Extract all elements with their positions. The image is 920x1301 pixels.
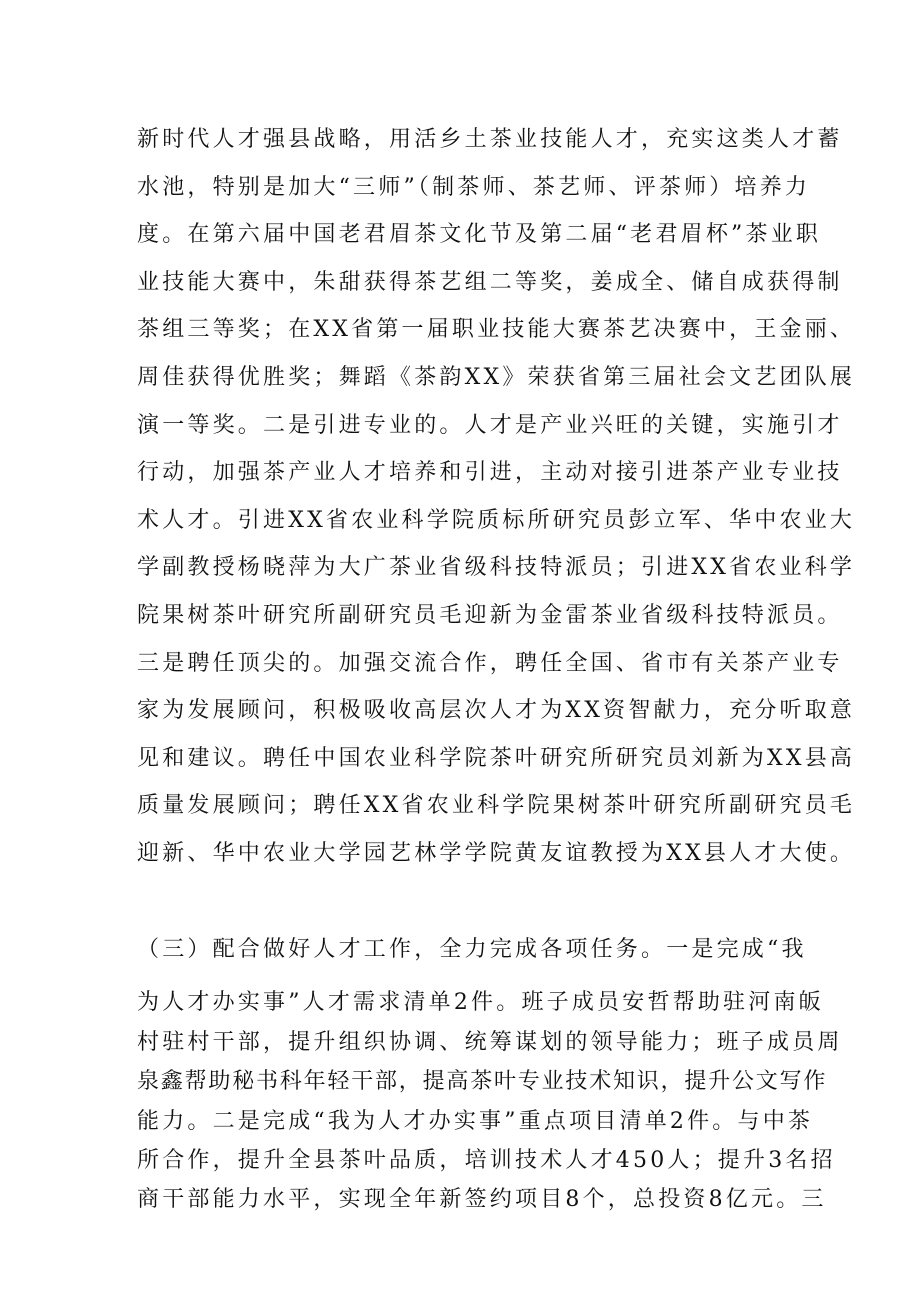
text-line: 术人才。引进XX省农业科学院质标所研究员彭立军、华中农业大 <box>137 508 856 533</box>
text-line: 商干部能力水平，实现全年新签约项目8个，总投资8亿元。三 <box>137 1187 827 1212</box>
text-line: 泉鑫帮助秘书科年轻干部，提高茶叶专业技术知识，提升公文写作 <box>137 1069 828 1094</box>
text-line: 家为发展顾问，积极吸收高层次人才为XX资智献力，充分听取意 <box>137 698 856 723</box>
text-line: 见和建议。聘任中国农业科学院茶叶研究所研究员刘新为XX县高 <box>137 746 856 771</box>
text-line: 三是聘任顶尖的。加强交流合作，聘任全国、省市有关茶产业专 <box>137 651 843 676</box>
section-heading: （三）配合做好人才工作，全力完成各项任务。一是完成“我 <box>137 937 807 962</box>
text-line: 学副教授杨晓萍为大广茶业省级科技特派员；引进XX省农业科学 <box>137 555 856 580</box>
text-line: 度。在第六届中国老君眉茶文化节及第二届“老君眉杯”茶业职 <box>137 222 822 247</box>
text-line: 业技能大赛中，朱甜获得茶艺组二等奖，姜成全、储自成获得制 <box>137 270 843 295</box>
text-line: 所合作，提升全县茶叶品质，培训技术人才450人；提升3名招 <box>137 1148 836 1173</box>
text-line: 质量发展顾问；聘任XX省农业科学院果树茶叶研究所副研究员毛 <box>137 793 856 818</box>
text-line: 周佳获得优胜奖；舞蹈《茶韵XX》荣获省第三届社会文艺团队展 <box>137 365 856 390</box>
text-line: 茶组三等奖；在XX省第一届职业技能大赛茶艺决赛中，王金丽、 <box>137 317 856 342</box>
text-line: 迎新、华中农业大学园艺林学学院黄友谊教授为XX县人才大使。 <box>137 841 856 866</box>
text-line: 水池，特别是加大“三师”（制茶师、茶艺师、评茶师）培养力 <box>137 175 811 200</box>
text-line: 为人才办实事”人才需求清单2件。班子成员安哲帮助驻河南皈 <box>137 990 824 1015</box>
text-line: 村驻村干部，提升组织协调、统筹谋划的领导能力；班子成员周 <box>137 1030 843 1055</box>
text-line: 演一等奖。二是引进专业的。人才是产业兴旺的关键，实施引才 <box>137 413 843 438</box>
text-line: 院果树茶叶研究所副研究员毛迎新为金雷茶业省级科技特派员。 <box>137 603 843 628</box>
text-line: 行动，加强茶产业人才培养和引进，主动对接引进茶产业专业技 <box>137 460 843 485</box>
text-line: 能力。二是完成“我为人才办实事”重点项目清单2件。与中茶 <box>137 1109 814 1134</box>
text-line: 新时代人才强县战略，用活乡土茶业技能人才，充实这类人才蓄 <box>137 127 843 152</box>
